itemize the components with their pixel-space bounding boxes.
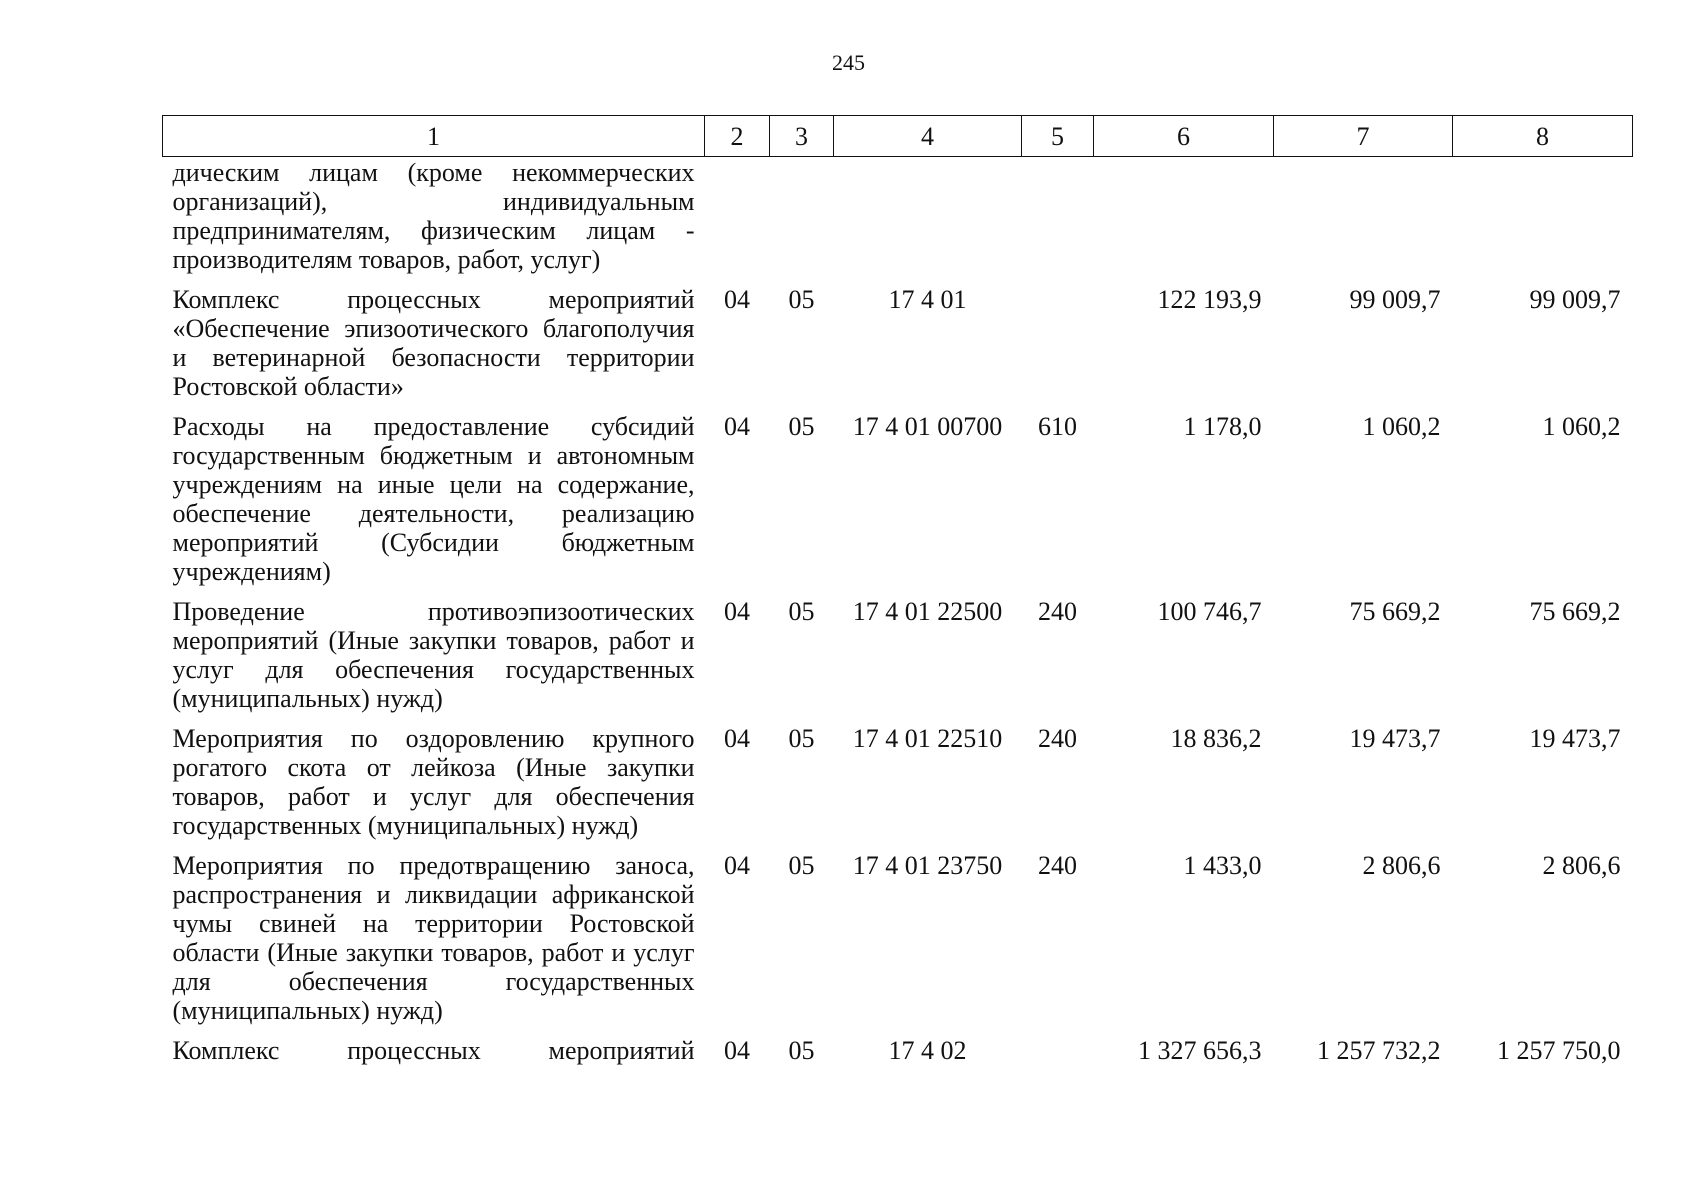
- table-row: [163, 597, 1633, 724]
- row-description: Проведение противоэпизоотических мероприятий (Иные закупки товаров, работ и услуг для обеспечения государственных (муниципальных) нужд): [172, 597, 695, 713]
- table-row: [163, 285, 1633, 412]
- header-col-3: 3: [770, 116, 834, 157]
- row-expense-type: 240: [1038, 851, 1077, 880]
- row-amount-col7: 19 473,7: [1349, 724, 1441, 753]
- row-description: дическим лицам (кроме некоммерческих организаций), индивидуальным предпринимателям, физическим лицам - производителям товаров, работ, услуг): [172, 158, 695, 274]
- header-row: [163, 116, 1633, 157]
- row-amount-col6: 18 836,2: [1170, 724, 1262, 753]
- row-amount-col8: 1 060,2: [1542, 412, 1621, 441]
- row-expense-type: 240: [1038, 724, 1077, 753]
- row-section: 04: [724, 724, 750, 753]
- row-amount-col8: 19 473,7: [1529, 724, 1621, 753]
- row-target-code: 17 4 01: [888, 285, 967, 314]
- row-section: 04: [724, 412, 750, 441]
- table-row: [163, 412, 1633, 597]
- page-number: 245: [832, 50, 865, 75]
- header-col-6: 6: [1094, 116, 1274, 157]
- row-section: 04: [724, 1036, 750, 1065]
- row-amount-col6: 122 193,9: [1157, 285, 1262, 314]
- row-amount-col8: 75 669,2: [1529, 597, 1621, 626]
- row-amount-col6: [1094, 157, 1274, 286]
- row-amount-col6: 1 327 656,3: [1138, 1036, 1262, 1065]
- row-subsection: 05: [788, 412, 815, 441]
- row-section: [705, 157, 770, 286]
- row-target-code: [834, 157, 1022, 286]
- row-expense-type: [1022, 1036, 1094, 1065]
- row-target-code: 17 4 01 23750: [852, 851, 1003, 880]
- table-row: [163, 1036, 1633, 1065]
- row-target-code: 17 4 01 22500: [852, 597, 1003, 626]
- row-amount-col7: 1 257 732,2: [1317, 1036, 1441, 1065]
- row-expense-type: [1022, 157, 1094, 286]
- row-description: Комплекс процессных мероприятий «Обеспечение эпизоотического благополучия и ветеринарной безопасности территории Ростовской области»: [172, 285, 695, 401]
- table-row: [163, 157, 1633, 286]
- row-target-code: 17 4 02: [888, 1036, 967, 1065]
- row-section: 04: [724, 285, 750, 314]
- row-amount-col7: [1274, 157, 1453, 286]
- header-col-8: 8: [1453, 116, 1633, 157]
- row-expense-type: 610: [1038, 412, 1077, 441]
- row-amount-col7: 1 060,2: [1362, 412, 1441, 441]
- row-target-code: 17 4 01 22510: [852, 724, 1003, 753]
- row-description: Комплекс процессных мероприятий: [172, 1036, 695, 1065]
- table-body: [163, 157, 1633, 1066]
- row-amount-col8: 2 806,6: [1542, 851, 1621, 880]
- row-subsection: [770, 157, 834, 286]
- row-amount-col8: 1 257 750,0: [1497, 1036, 1621, 1065]
- row-amount-col7: 75 669,2: [1349, 597, 1441, 626]
- header-col-5: 5: [1022, 116, 1094, 157]
- row-description: Мероприятия по предотвращению заноса, распространения и ликвидации африканской чумы свиней на территории Ростовской области (Иные закупки товаров, работ и услуг для обеспечения государственных (муниципальных) нужд): [172, 851, 695, 1025]
- row-amount-col6: 100 746,7: [1157, 597, 1262, 626]
- row-amount-col8: [1453, 157, 1633, 286]
- header-col-7: 7: [1274, 116, 1453, 157]
- row-subsection: 05: [788, 285, 815, 314]
- row-subsection: 05: [788, 851, 815, 880]
- row-amount-col7: 99 009,7: [1349, 285, 1441, 314]
- row-expense-type: [1022, 285, 1094, 412]
- row-amount-col6: 1 178,0: [1183, 412, 1262, 441]
- row-subsection: 05: [788, 1036, 815, 1065]
- row-section: 04: [724, 851, 750, 880]
- header-col-1: 1: [163, 116, 705, 157]
- table-header: [163, 116, 1633, 157]
- row-subsection: 05: [788, 724, 815, 753]
- header-col-4: 4: [834, 116, 1022, 157]
- table-row: [163, 851, 1633, 1036]
- header-col-2: 2: [705, 116, 770, 157]
- row-description: Расходы на предоставление субсидий государственным бюджетным и автономным учреждениям на иные цели на содержание, обеспечение деятельности, реализацию мероприятий (Субсидии бюджетным учреждениям): [172, 412, 695, 586]
- row-expense-type: 240: [1038, 597, 1077, 626]
- row-amount-col6: 1 433,0: [1183, 851, 1262, 880]
- row-amount-col8: 99 009,7: [1529, 285, 1621, 314]
- budget-table: [162, 115, 1633, 1065]
- row-subsection: 05: [788, 597, 815, 626]
- table-row: [163, 724, 1633, 851]
- row-description: Мероприятия по оздоровлению крупного рогатого скота от лейкоза (Иные закупки товаров, работ и услуг для обеспечения государственных (муниципальных) нужд): [172, 724, 695, 840]
- row-section: 04: [724, 597, 750, 626]
- row-amount-col7: 2 806,6: [1362, 851, 1441, 880]
- row-target-code: 17 4 01 00700: [852, 412, 1003, 441]
